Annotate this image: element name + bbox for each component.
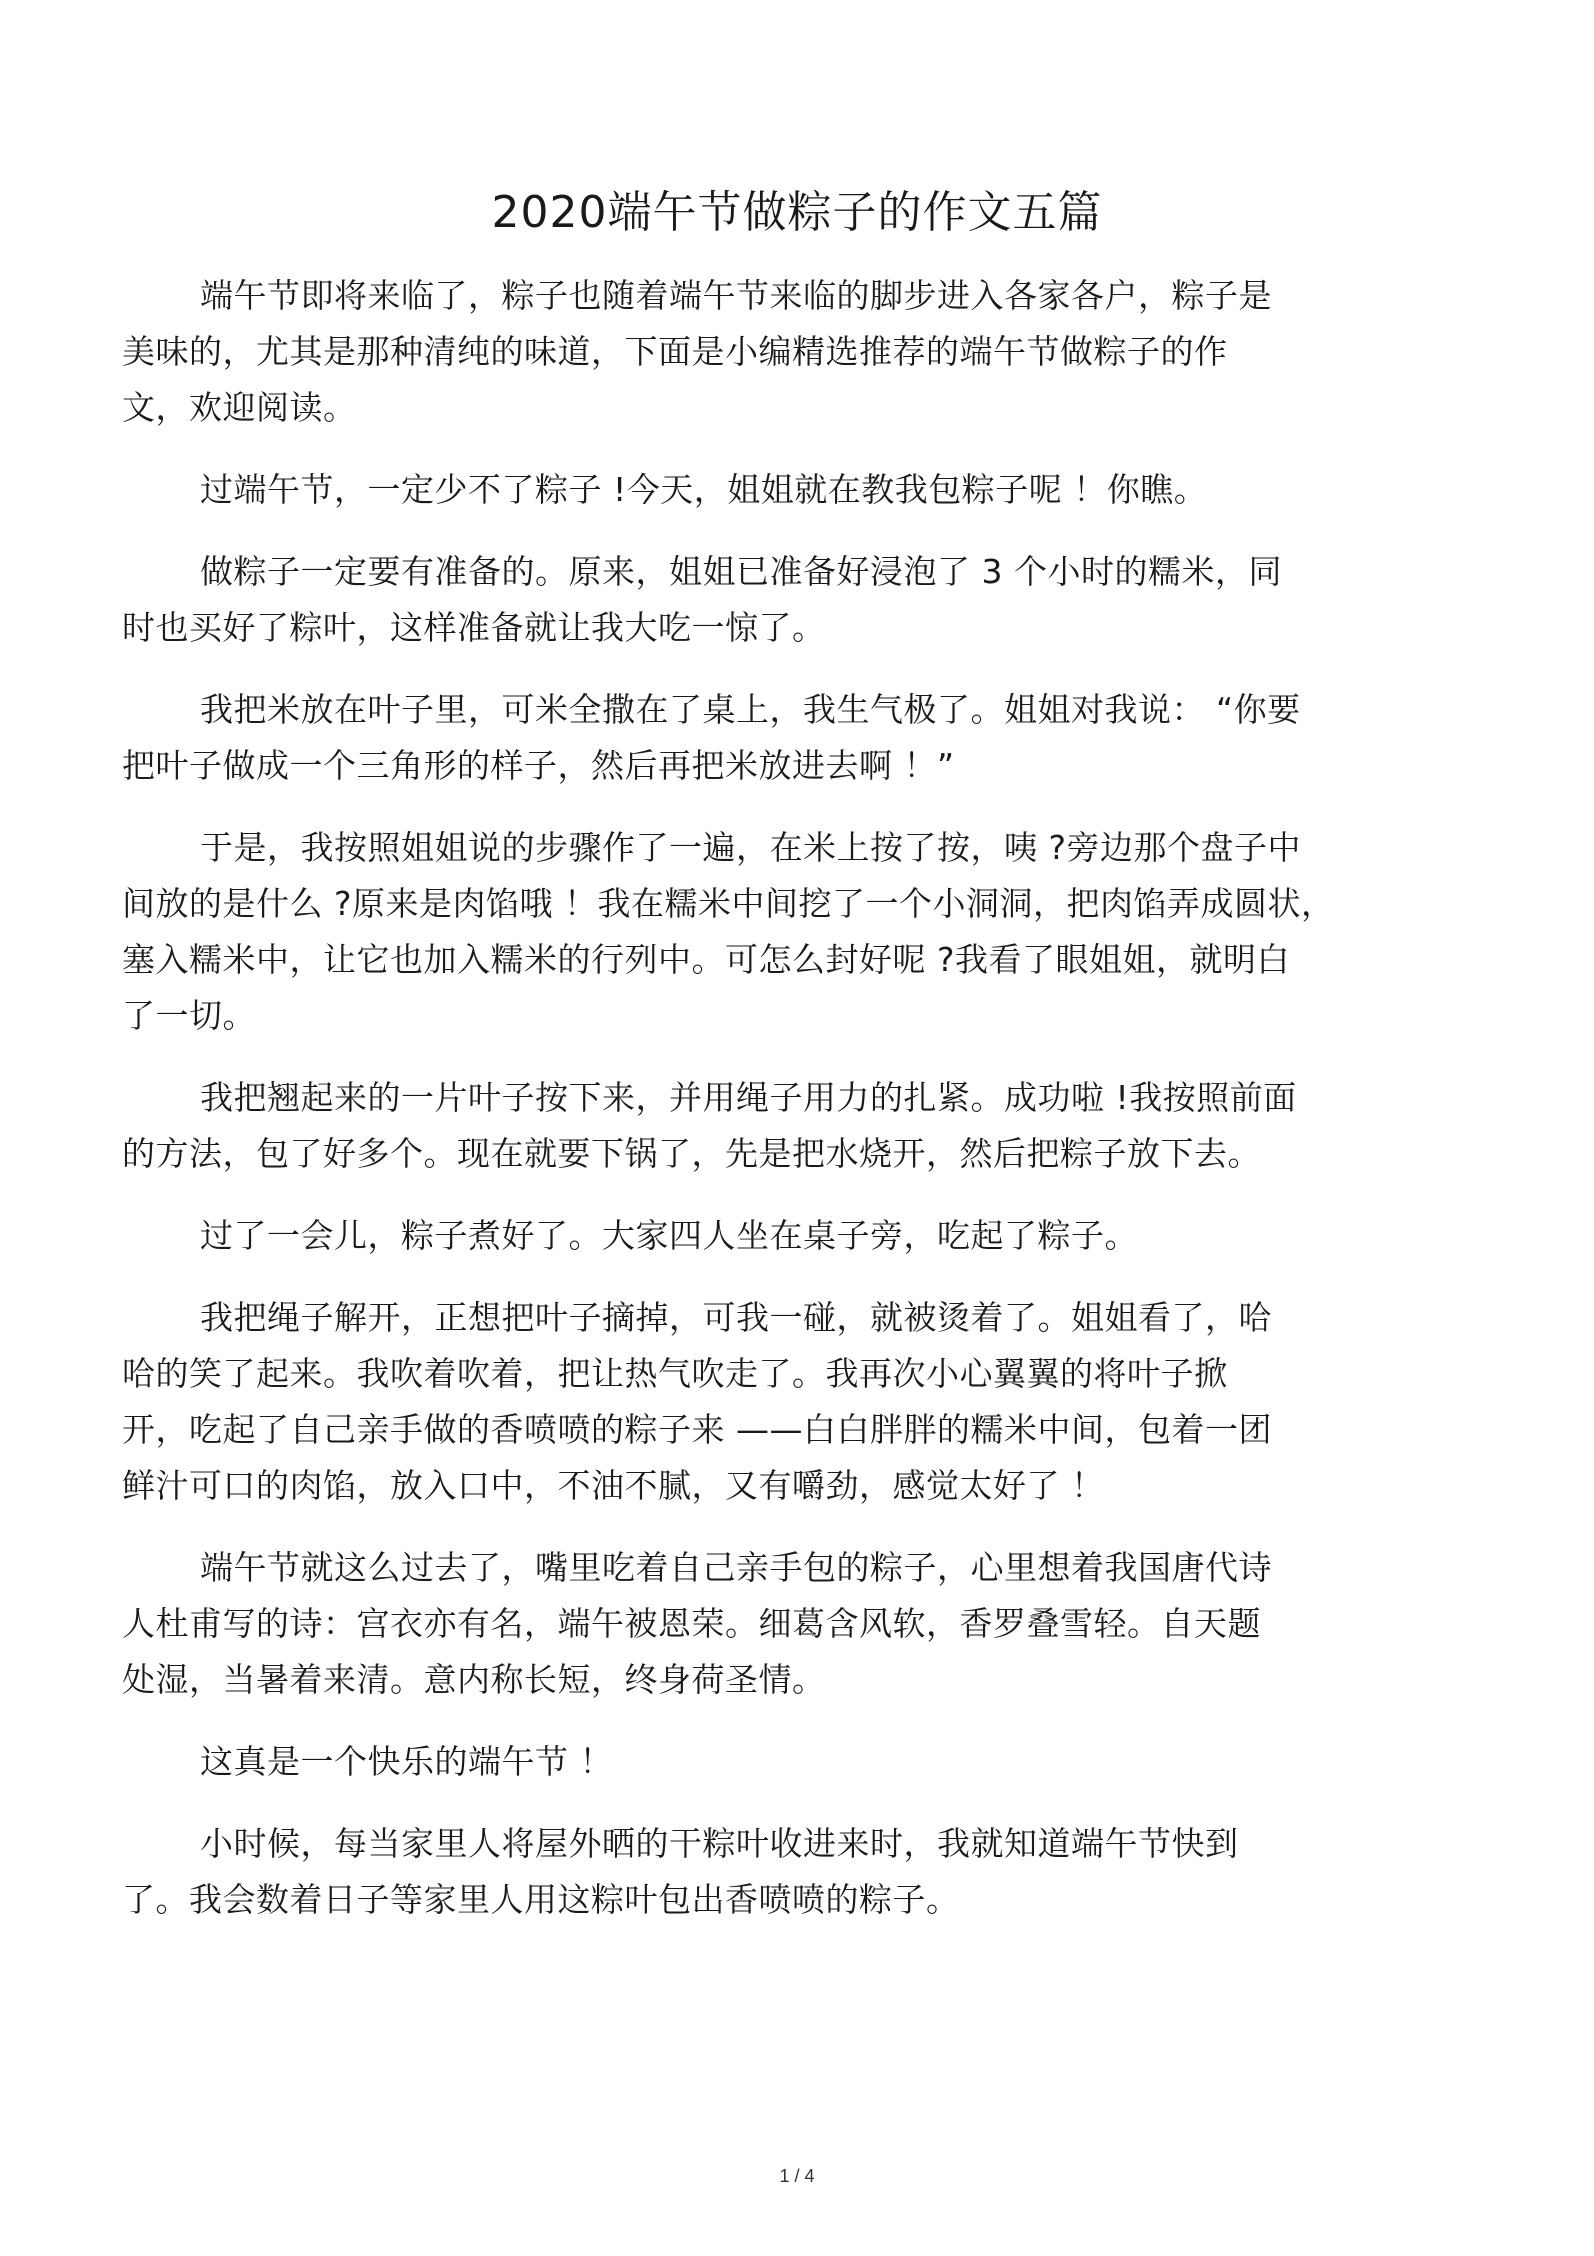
paragraph-line: 过了一会儿，粽子煮好了。大家四人坐在桌子旁，吃起了粽子。 — [200, 1216, 1138, 1255]
paragraph — [122, 1816, 1402, 1928]
paragraph — [122, 1734, 1402, 1790]
paragraph-line: 时也买好了粽叶，这样准备就让我大吃一惊了。 — [122, 608, 826, 647]
paragraph-line: 这真是一个快乐的端午节 ！ — [200, 1742, 613, 1781]
paragraph-line: 我把绳子解开，正想把叶子摘掉，可我一碰，就被烫着了。姐姐看了，哈 — [200, 1298, 1272, 1337]
page-number: 1 / 4 — [779, 2166, 815, 2186]
paragraph — [122, 544, 1402, 656]
paragraph-line: 的方法，包了好多个。现在就要下锅了，先是把水烧开，然后把粽子放下去。 — [122, 1134, 1261, 1173]
paragraph-line: 人杜甫写的诗：宫衣亦有名，端午被恩荣。细葛含风软，香罗叠雪轻。自天题 — [122, 1604, 1261, 1643]
paragraph — [122, 820, 1402, 1044]
paragraph-line: 鲜汁可口的肉馅，放入口中，不油不腻，又有嚼劲，感觉太好了 ！ — [122, 1466, 1105, 1505]
paragraph-line: 小时候，每当家里人将屋外晒的干粽叶收进来时，我就知道端午节快到 — [200, 1824, 1239, 1863]
paragraph-line: 端午节即将来临了，粽子也随着端午节来临的脚步进入各家各户，粽子是 — [200, 276, 1272, 315]
paragraph — [122, 1540, 1402, 1708]
paragraph-line: 端午节就这么过去了，嘴里吃着自己亲手包的粽子，心里想着我国唐代诗 — [200, 1548, 1272, 1587]
paragraph-line: 间放的是什么 ?原来是肉馅哦 ！我在糯米中间挖了一个小洞洞，把肉馅弄成圆状， — [122, 884, 1335, 923]
paragraph-line: 把叶子做成一个三角形的样子，然后再把米放进去啊 ！” — [122, 746, 955, 785]
paragraph-line: 文，欢迎阅读。 — [122, 388, 357, 427]
paragraph-line: 过端午节，一定少不了粽子 !今天，姐姐就在教我包粽子呢 ！你瞧。 — [200, 470, 1208, 509]
paragraph — [122, 462, 1402, 518]
paragraph-line: 塞入糯米中，让它也加入糯米的行列中。可怎么封好呢 ?我看了眼姐姐，就明白 — [122, 940, 1291, 979]
paragraph-line: 了。我会数着日子等家里人用这粽叶包出香喷喷的粽子。 — [122, 1880, 960, 1919]
paragraph-line: 于是，我按照姐姐说的步骤作了一遍，在米上按了按，咦 ?旁边那个盘子中 — [200, 828, 1302, 867]
document-title: 2020端午节做粽子的作文五篇 — [491, 187, 1103, 238]
paragraph-line: 哈的笑了起来。我吹着吹着，把让热气吹走了。我再次小心翼翼的将叶子掀 — [122, 1354, 1228, 1393]
paragraph-line: 处湿，当暑着来清。意内称长短，终身荷圣情。 — [122, 1660, 826, 1699]
paragraph — [122, 1208, 1402, 1264]
paragraph — [122, 1290, 1402, 1514]
paragraph-line: 了一切。 — [122, 996, 256, 1035]
paragraph-line: 我把翘起来的一片叶子按下来，并用绳子用力的扎紧。成功啦 !我按照前面 — [200, 1078, 1297, 1117]
paragraph-line: 我把米放在叶子里，可米全撒在了桌上，我生气极了。姐姐对我说： “你要 — [200, 690, 1301, 729]
document-body — [122, 268, 1402, 1954]
paragraph-line: 美味的，尤其是那种清纯的味道，下面是小编精选推荐的端午节做粽子的作 — [122, 332, 1228, 371]
paragraph — [122, 1070, 1402, 1182]
paragraph-line: 开，吃起了自己亲手做的香喷喷的粽子来 ——白白胖胖的糯米中间，包着一团 — [122, 1410, 1272, 1449]
paragraph — [122, 682, 1402, 794]
paragraph-line: 做粽子一定要有准备的。原来，姐姐已准备好浸泡了 3 个小时的糯米，同 — [200, 552, 1282, 591]
paragraph — [122, 268, 1402, 436]
